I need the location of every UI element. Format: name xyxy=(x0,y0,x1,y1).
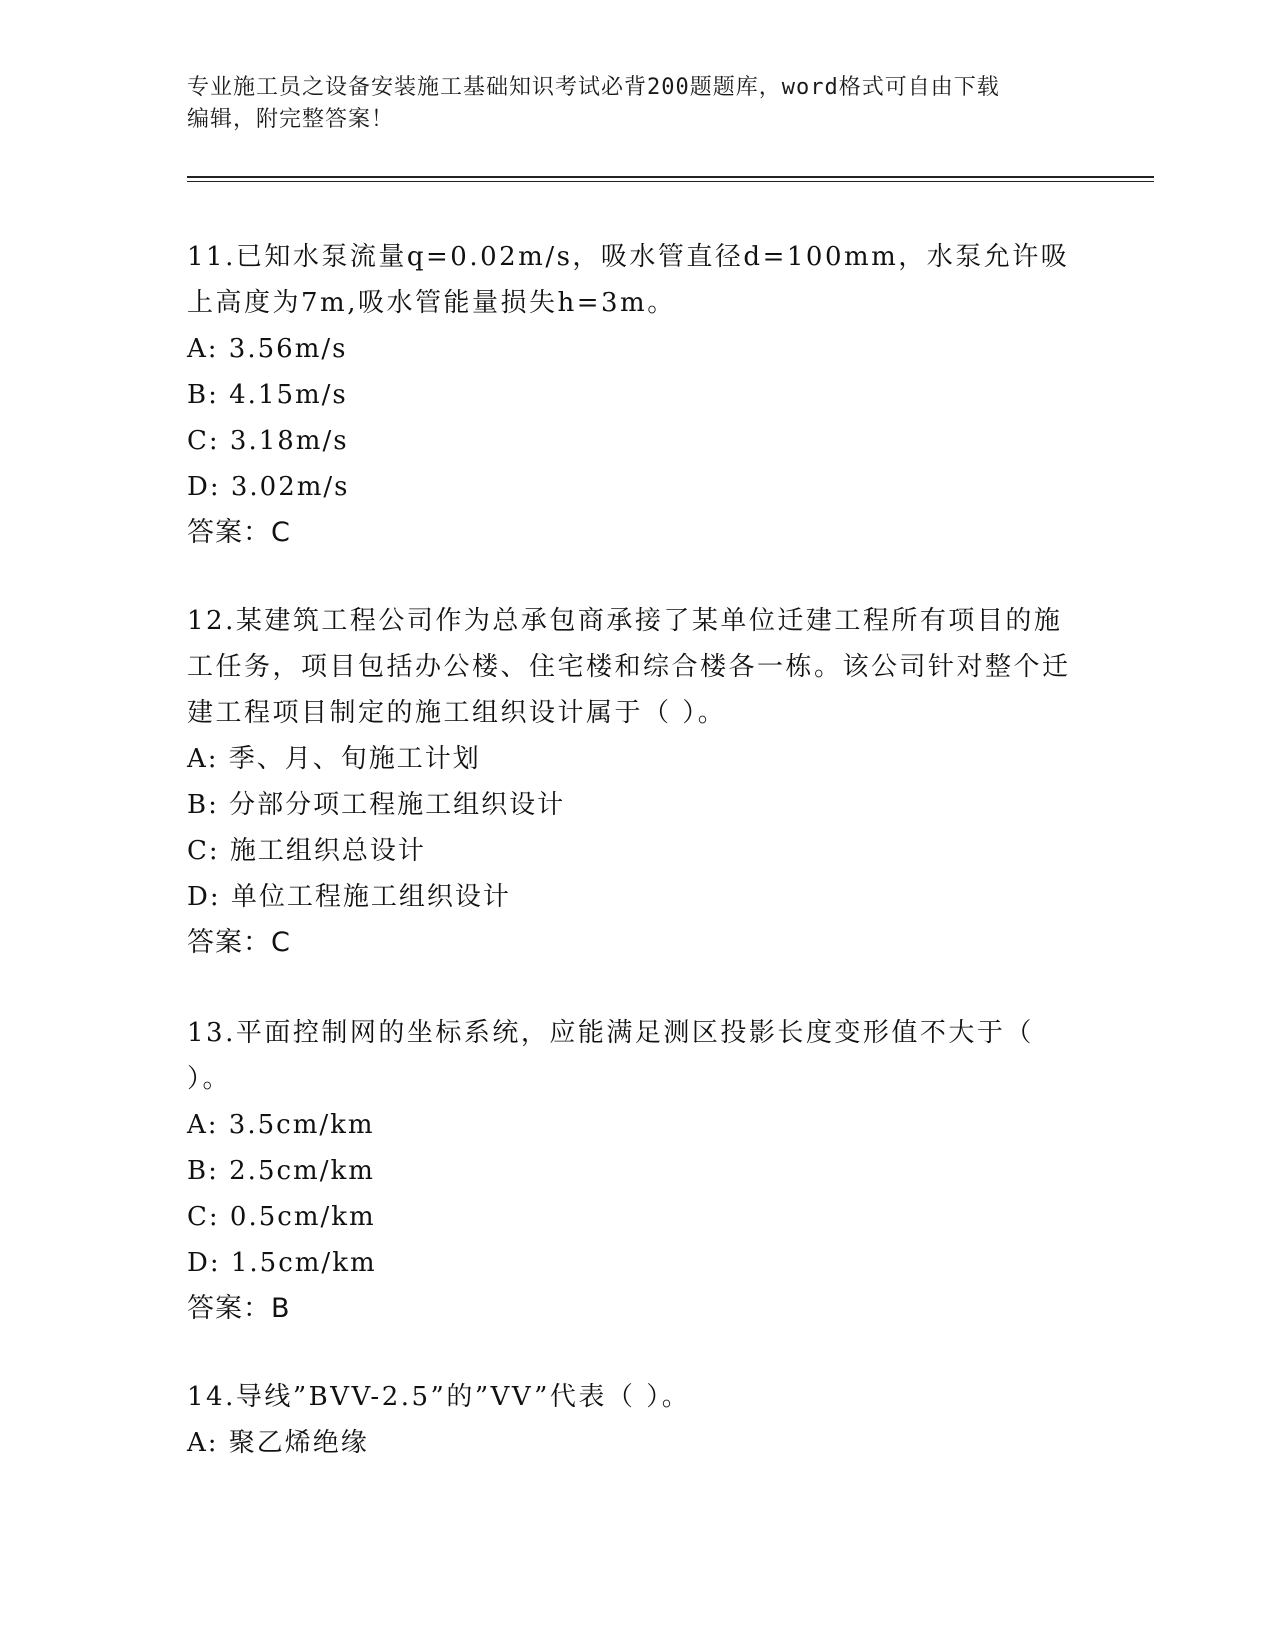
option-b: B: 分部分项工程施工组织设计 xyxy=(187,790,566,820)
document-header xyxy=(187,72,1087,136)
question-text: 13.平面控制网的坐标系统，应能满足测区投影长度变形值不大于（ ）。 xyxy=(187,1018,1034,1094)
option-b: B: 4.15m/s xyxy=(187,380,348,410)
option-a: A: 3.56m/s xyxy=(187,334,348,364)
option-a: A: 3.5cm/km xyxy=(187,1110,375,1140)
option-a: A: 季、月、旬施工计划 xyxy=(187,744,481,774)
question-text: 14.导线”BVV-2.5”的”VV”代表（ ）。 xyxy=(187,1382,691,1412)
answer: 答案：C xyxy=(187,517,291,548)
option-d: D: 单位工程施工组织设计 xyxy=(187,882,511,912)
option-a: A: 聚乙烯绝缘 xyxy=(187,1428,369,1458)
option-c: C: 0.5cm/km xyxy=(187,1202,376,1232)
option-d: D: 3.02m/s xyxy=(187,472,350,502)
header-line-2: 编辑，附完整答案！ xyxy=(187,107,395,132)
option-d: D: 1.5cm/km xyxy=(187,1248,377,1278)
header-line-1: 专业施工员之设备安装施工基础知识考试必背200题题库，word格式可自由下载 xyxy=(187,75,1000,100)
header-divider-thin xyxy=(187,181,1154,182)
header-divider-thick xyxy=(187,176,1154,178)
question-12 xyxy=(187,598,1087,966)
question-14 xyxy=(187,1374,1087,1466)
option-b: B: 2.5cm/km xyxy=(187,1156,375,1186)
question-text: 12.某建筑工程公司作为总承包商承接了某单位迁建工程所有项目的施工任务，项目包括办公楼、住宅楼和综合楼各一栋。该公司针对整个迁建工程项目制定的施工组织设计属于（ ）。 xyxy=(187,606,1071,728)
option-c: C: 3.18m/s xyxy=(187,426,349,456)
question-text: 11.已知水泵流量q=0.02m/s，吸水管直径d=100mm，水泵允许吸上高度为7m,吸水管能量损失h=3m。 xyxy=(187,242,1070,318)
answer: 答案：C xyxy=(187,927,291,958)
answer: 答案：B xyxy=(187,1293,291,1324)
question-11 xyxy=(187,234,1087,556)
option-c: C: 施工组织总设计 xyxy=(187,836,426,866)
question-13 xyxy=(187,1010,1087,1332)
